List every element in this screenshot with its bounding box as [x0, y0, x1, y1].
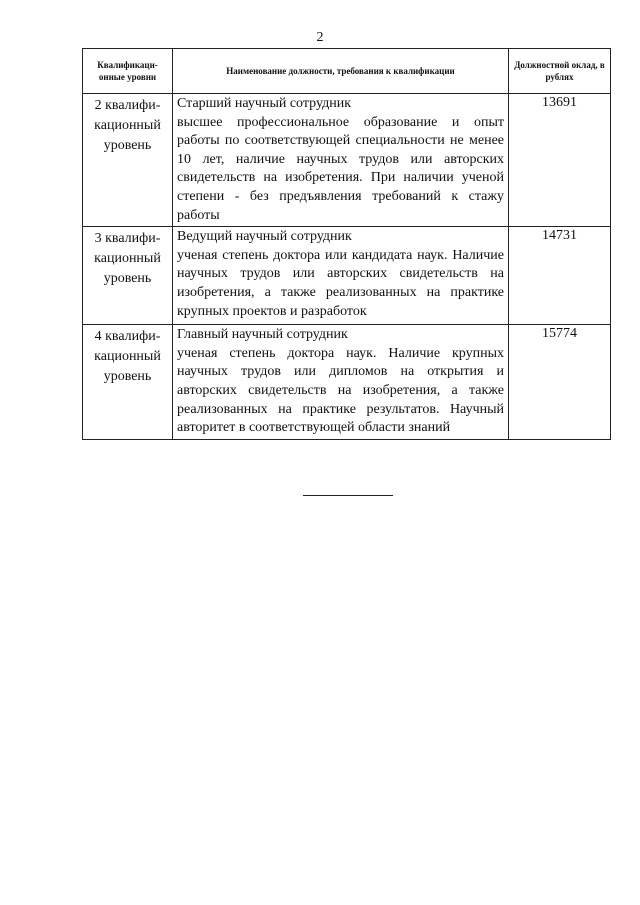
table-row	[83, 325, 611, 440]
position-requirements: ученая степень доктора или кандидата наук. Наличие научных трудов или авторских свидетельств на изобретения, а также реализованных на практике крупных проектов и разработок	[177, 247, 504, 319]
position-title: Главный научный сотрудник	[177, 327, 348, 343]
qualification-table	[82, 48, 611, 440]
table-header-row	[83, 49, 611, 94]
position-requirements: высшее профессиональное образование и опыт работы по соответствующей специальности не менее 10 лет, наличие научных трудов или авторских свидетельств на изобретения. При наличии ученой степени - без предъявления требований к стажу работы	[177, 114, 504, 223]
table-row	[83, 227, 611, 325]
salary-value: 13691	[509, 94, 611, 227]
header-position-requirements: Наименование должности, требования к квалификации	[173, 49, 509, 94]
position-description	[173, 325, 509, 440]
header-salary: Должностной оклад, в рублях	[509, 49, 611, 94]
position-title: Старший научный сотрудник	[177, 96, 352, 111]
page-number: 2	[316, 30, 324, 45]
closing-divider-line	[303, 495, 393, 496]
position-requirements: ученая степень доктора наук. Наличие крупных научных трудов или дипломов на открытия и авторских свидетельств на изобретения, а также реализованных на практике результатов. Научный авторитет в соответствующей области знаний	[177, 345, 504, 436]
qualification-level: 2 квалифи-кационный уровень	[83, 94, 173, 227]
salary-value: 14731	[509, 227, 611, 325]
header-qualification-levels: Квалификаци-онные уровни	[83, 49, 173, 94]
salary-value: 15774	[509, 325, 611, 440]
position-description	[173, 94, 509, 227]
table-row	[83, 94, 611, 227]
position-title: Ведущий научный сотрудник	[177, 229, 352, 245]
position-description	[173, 227, 509, 325]
qualification-level: 4 квалифи-кационный уровень	[83, 325, 173, 440]
qualification-level: 3 квалифи-кационный уровень	[83, 227, 173, 325]
